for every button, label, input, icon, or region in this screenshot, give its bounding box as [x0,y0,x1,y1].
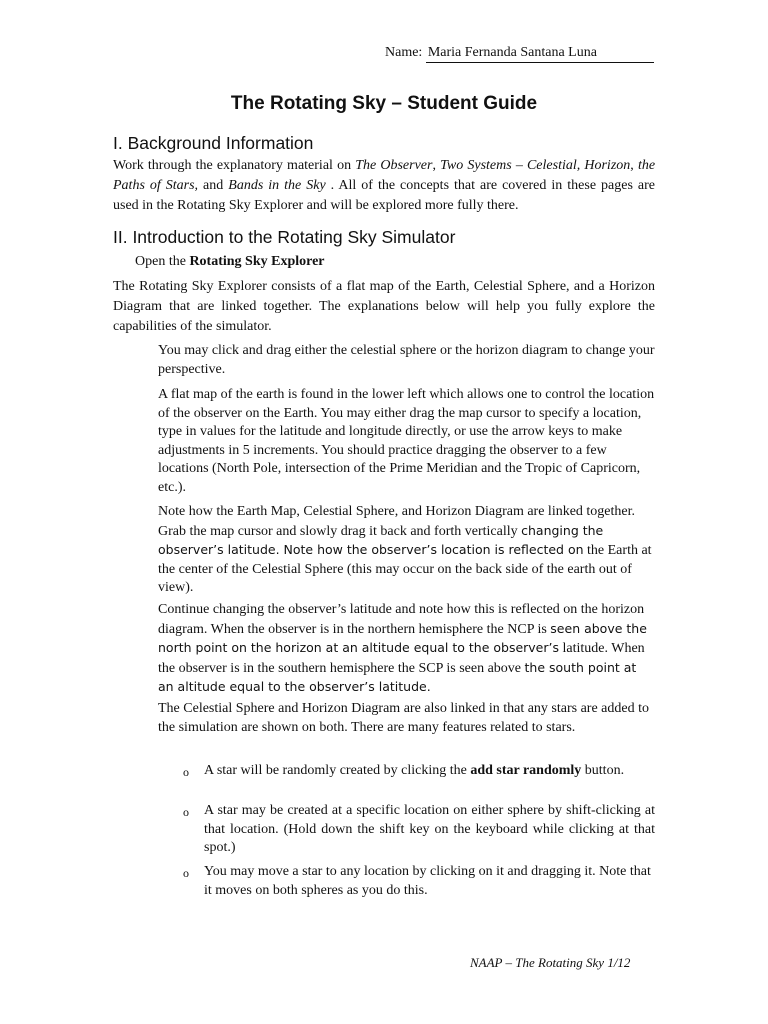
link-text-paths-of-stars: the Paths of Stars, [113,158,656,193]
bullet-marker: o [183,765,189,779]
name-value: Maria Fernanda Santana Luna [426,44,654,63]
item-linked [158,503,655,598]
section-heading-background: I. Background Information [113,133,314,153]
page-footer: NAAP – The Rotating Sky 1/12 [470,955,631,970]
open-instruction [135,254,325,270]
link-text-two-systems: Two Systems – Celestial, Horizon [440,158,631,173]
add-star-randomly-label: add star randomly [470,763,582,778]
item-flat-map: A flat map of the earth is found in the lower left which allows one to control the location of the observer on the Earth. You may either drag the map cursor to specify a location, type in values for the latitude and longitude directly, or use the arrow keys to make adjustments in 5 increments. You should practice dragging the observer to a few locations (North Pole, intersection of the Prime Meridian and the Tropic of Capricorn, etc.). [158,387,655,495]
bullet-marker: o [183,805,189,819]
link-text-bands-in-sky: Bands in the Sky [228,178,326,193]
explorer-name: Rotating Sky Explorer [189,254,325,269]
text-run: the south point at an altitude equal to the observer’s latitude. [158,659,637,694]
text-run: button. [581,763,625,778]
item-perspective: You may click and drag either the celestial sphere or the horizon diagram to change your perspective. [158,343,655,377]
text-run: , [630,158,638,173]
text-run: and [198,178,229,193]
intro-paragraph: The Rotating Sky Explorer consists of a flat map of the Earth, Celestial Sphere, and a Horizon Diagram that are linked together. The explanations below will help you fully explore the capabilities of the simulator. [113,279,655,334]
text-run: Open the [135,254,190,269]
text-run: . All of the concepts that are covered in these pages are used in the Rotating Sky Explorer and will be explored more fully there. [113,178,655,213]
text-run: horizon diagram. When the observer is in the northern hemisphere the NCP is [158,602,645,637]
text-run: latitude. When the observer is in the southern hemisphere the SCP is seen above [158,641,645,676]
text-run: , [432,158,441,173]
bullet-move-star: You may move a star to any location by clicking on it and dragging it. Note that it moves on both spheres as you do this. [204,864,651,898]
text-run: changing the observer’s latitude. Note how the observer’s location is reflected on [158,522,604,557]
background-paragraph [113,156,655,216]
text-run: Continue changing the observer’s latitude and note how this is reflected on the [158,602,598,617]
item-stars: The Celestial Sphere and Horizon Diagram are also linked in that any stars are added to the simulation are shown on both. There are many features related to stars. [158,701,649,735]
item-latitude [158,601,655,698]
text-run: A star will be randomly created by clicking the [204,763,471,778]
bullet-add-star [204,762,655,781]
bullet-shift-click: A star may be created at a specific location on either sphere by shift-clicking at that location. (Hold down the shift key on the keyboard while clicking at that spot.) [204,803,655,855]
page-title: The Rotating Sky – Student Guide [230,93,538,114]
text-run: Work through the explanatory material on [113,158,356,173]
section-heading-intro: II. Introduction to the Rotating Sky Simulator [113,227,456,247]
name-field [385,44,655,63]
text-run: seen above the north point on the horizon at an altitude equal to the observer’s [158,620,647,655]
text-run: Note how the Earth Map, Celestial Sphere, and Horizon Diagram are linked together. Grab the map cursor and slowly drag it back and forth vertically [158,504,636,539]
name-label: Name: [385,45,423,60]
link-text-observer: The Observer [355,158,433,173]
text-run: the Earth at the center of the Celestial Sphere (this may occur on the back side of the earth out of view). [158,543,652,595]
bullet-marker: o [183,866,189,880]
